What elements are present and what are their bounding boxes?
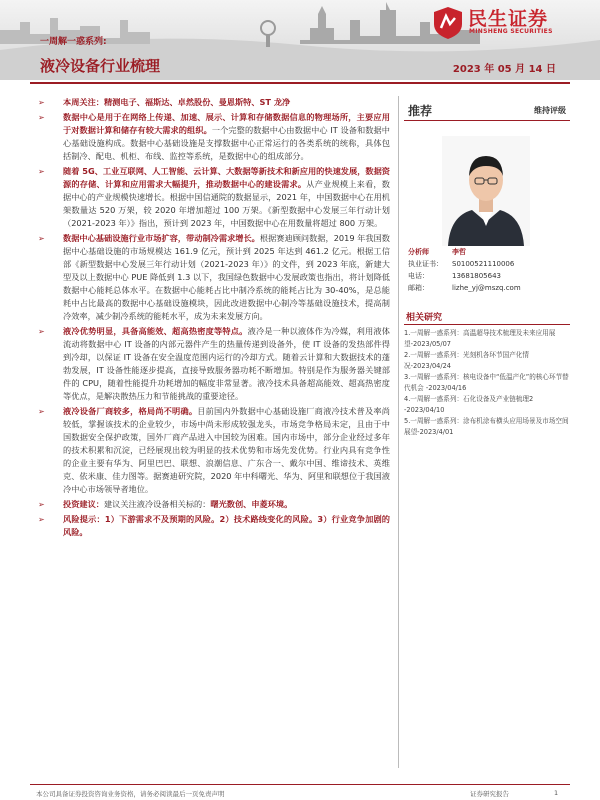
paragraph: ➢ 本周关注：精测电子、福斯达、卓然股份、曼恩斯特、ST 龙净 [38,97,291,107]
footer-disclaimer: 本公司具备证券投资咨询业务资格，请务必阅读最后一页免责声明 [36,790,225,798]
analyst-phone-row: 电话： 13681805643 [408,272,501,280]
footer-divider [30,784,570,785]
related-research-list [404,328,570,438]
page-number: 1 [554,789,559,797]
related-research-item[interactable]: 2.一周解一惑系列：光刻机各环节国产化情况-2023/04/24 [404,351,529,370]
analyst-name-row: 分析师 李哲 [408,248,466,256]
paragraph: ➢ 数据中心是用于在网络上传递、加速、展示、计算和存储数据信息的物理场所，主要应用于对数据计算和储存有较大需求的组织。一个完整的数据中心由数据中心 IT 设备和数据中心基础设施构成。数据中心基础设施是支撑数据中心正常运行的各类系统的统称，具体包括制冷、配电、机柜、布线、监控等系统，是数据中心的组成部分。 [38,112,390,161]
related-research-item[interactable]: 1.一周解一惑系列：高温超导技术梳理及未来应用展望-2023/05/07 [404,329,556,348]
recommendation-label: 推荐 [408,104,433,118]
arrow-bullet-icon: ➢ [38,407,45,416]
paragraph: ➢ 风险提示：1）下游需求不及预期的风险。2）技术路线变化的风险。3）行业竞争加剧的风险。 [38,514,390,537]
arrow-bullet-icon: ➢ [38,167,45,176]
arrow-bullet-icon: ➢ [38,515,45,524]
analyst-license-row: 执业证书： S0100521110006 [408,260,515,268]
rating-label: 维持评级 [534,106,566,115]
arrow-bullet-icon: ➢ [38,327,45,336]
column-divider [398,96,399,768]
paragraph: ➢ 投资建议：建议关注液冷设备相关标的：曙光数创、申菱环境。 [38,499,293,509]
analyst-email-link[interactable]: lizhe_yj@mszq.com [452,284,521,292]
logo-text-en: MINSHENG SECURITIES [469,28,553,35]
analyst-photo [442,136,530,246]
arrow-bullet-icon: ➢ [38,98,45,107]
analyst-email-row: 邮箱： lizhe_yj@mszq.com [408,284,521,292]
arrow-bullet-icon: ➢ [38,113,45,122]
series-label: 一周解一惑系列: [40,37,107,47]
report-date: 2023 年 05 月 14 日 [452,64,556,75]
paragraph: ➢ 液冷优势明显，具备高能效、超高热密度等特点。液冷是一种以液体作为冷媒，利用液体流动将数据中心 IT 设备的内部元器件产生的热量传递到设备外，使 IT 设备的发热部件得到冷却，以保证 IT 设备在安全温度范围内运行的冷却方式。随着云计算和大数据技术的蓬勃发展，IT 设备性能逐步提高，直接导致服务器功耗不断增加。特别是作为服务器关键部件的 CPU，随着性能提升功耗增加的幅度非常显著。液冷技术具备超高能效、超高热密度等优点，是解决散热压力和节能挑战的重要途径。 [38,326,390,401]
paragraph: ➢ 液冷设备厂商较多，格局尚不明确。目前国内外数据中心基础设施厂商液冷技术普及率尚较低，掌握该技术的企业较少，市场中尚未形成较强龙头，市场竞争格局未定，且由于中国数据安全保护政策，国外厂商产品进入中国较为困难。国内市场中，部分企业经过多年的技术积累和沉淀，已经展现出较为明显的技术优势和市场先发优势。行业内具有竞争性的企业主要有华为、阿里巴巴、联想、浪潮信息、广东合一、戴尔中国、维谛技术、英维克、依米康、佳力图等。据赛迪研究院，2020 年中科曙光、华为、阿里和联想位于我国液冷中心市场领导者地位。 [38,406,390,494]
sidebar [404,96,570,436]
related-research-item[interactable]: 3.一周解一惑系列：核电设备中“低温产化”的核心环节替代机会 -2023/04/16 [404,373,569,392]
related-research-item[interactable]: 5.一周解一惑系列：涂布机涂布横头应用场景及市场空间展望-2023/4/01 [404,417,569,436]
analyst-info [408,246,574,294]
related-research-title: 相关研究 [406,313,443,323]
footer-report-type: 证券研究报告 [470,790,509,798]
paragraph: ➢ 随着 5G、工业互联网、人工智能、云计算、大数据等新技术和新应用的快速发展，数据资源的存储、计算和应用需求大幅提升，推动数据中心的建设需求。从产业规模上来看，数据中心的产业规模快速增长。根据中国信通院的数据显示，2021 年，中国数据中心在用机架数量达 520 万架，较 2020 年增加超过 100 万架。《新型数据中心发展三年行动计划（2021-2023 年）》指出，预计到 2023 年，中国数据中心在用数量将超过 800 万架。 [38,166,390,228]
arrow-bullet-icon: ➢ [38,234,45,243]
header-banner [0,0,600,80]
recommendation-row [404,96,570,121]
company-logo [432,4,582,44]
logo-emblem-icon [432,6,464,40]
report-title: 液冷设备行业梳理 [40,57,161,75]
main-content [38,96,390,541]
related-research-header [404,308,570,325]
header-divider [30,82,570,84]
arrow-bullet-icon: ➢ [38,500,45,509]
related-research-item[interactable]: 4.一周解一惑系列：石化设备及产业链梳理2 -2023/04/10 [404,395,534,414]
logo-text-cn: 民生证券 [468,8,549,30]
paragraph: ➢ 数据中心基础设施行业市场扩容，带动制冷需求增长。根据赛迪顾问数据，2019 年我国数据中心基础设施的市场规模达 161.9 亿元，预计到 2025 年达到 461.2 亿元。根据工信部《新型数据中心发展三年行动计划（2021-2023 年）》的文件，到 2023 年底，新建大型及以上数据中心 PUE 降低到 1.3 以下，我国绿色数据中心发展政策也指出，将计划降低数据中心能耗总体水平。在数据中心能耗占比中制冷系统的能耗占比为 30-40%，是总能耗中占比最高的数据中心基础设施模块，因此改进数据中心制冷等基础设施技术，提高制冷效率，减少制冷系统的能耗水平，成为未来发展方向。 [38,233,390,321]
